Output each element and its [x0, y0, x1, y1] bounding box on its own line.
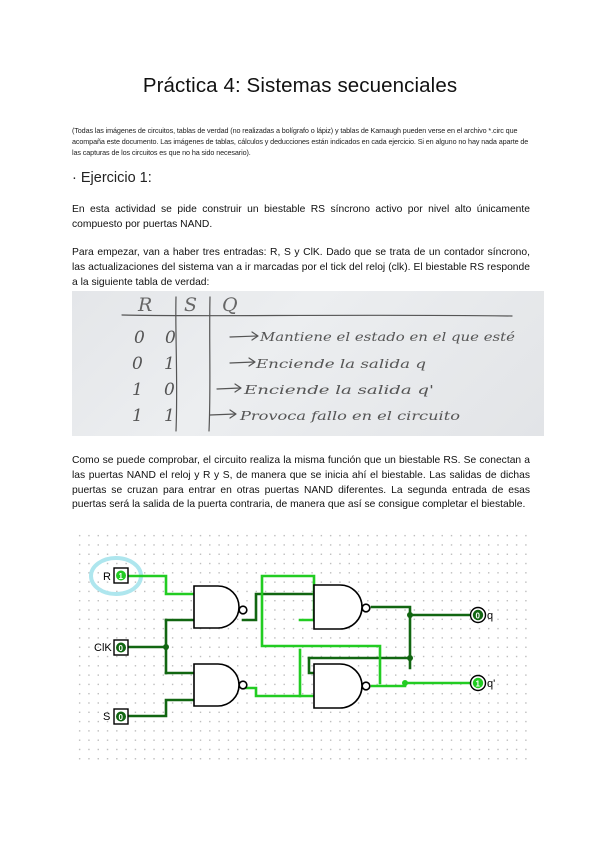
input-label-s: S: [103, 711, 111, 723]
input-pin-s[interactable]: [103, 709, 128, 724]
nand-gate-2[interactable]: [194, 664, 239, 706]
input-value-s: 0: [118, 713, 123, 722]
row-r-value: 1: [132, 406, 143, 426]
row-s-value: 1: [164, 354, 175, 374]
row-description: Provoca fallo en el circuito: [238, 409, 460, 423]
input-value-clk: 0: [118, 644, 123, 653]
input-pin-r[interactable]: [103, 568, 128, 583]
nand-gate-3[interactable]: [314, 585, 362, 629]
row-r-value: 0: [134, 328, 145, 348]
row-r-value: 1: [132, 380, 143, 400]
input-pin-clk[interactable]: [94, 640, 128, 655]
circuit-diagram: [72, 528, 530, 764]
input-label-r: R: [103, 571, 111, 583]
table-header-s: S: [184, 294, 198, 316]
row-s-value: 1: [164, 406, 175, 426]
row-r-value: 0: [132, 354, 143, 374]
row-s-value: 0: [164, 380, 175, 400]
table-header-q: Q: [222, 294, 238, 316]
table-row: [132, 380, 434, 400]
nand-gate-4[interactable]: [314, 664, 362, 708]
input-label-clk: ClK: [94, 642, 112, 654]
row-s-value: 0: [165, 328, 176, 348]
paragraph-intro: En esta actividad se pide construir un biestable RS síncrono activo por nivel alto únicamente compuesto por puertas NAND.: [72, 204, 530, 230]
output-value-q: 0: [475, 611, 480, 621]
handwritten-truth-table-photo: [72, 291, 544, 436]
row-description: Mantiene el estado en el que esté: [258, 330, 515, 344]
page-title: Práctica 4: Sistemas secuenciales: [142, 74, 458, 97]
nand-gate-1[interactable]: [194, 586, 239, 628]
table-header-r: R: [138, 294, 153, 316]
table-row: [132, 406, 460, 426]
output-label-q-prime: q': [487, 678, 496, 690]
output-value-q-prime: 1: [475, 679, 480, 689]
intro-note: (Todas las imágenes de circuitos, tablas de verdad (no realizadas a bolígrafo o lápiz) y tablas de Karnaugh pueden verse en el archivo *.circ que acompaña este documento. Las imágenes de tablas, cálculos y deducciones están indicados en cada ejercicio. Si en alguno no hay nada aparte de las capturas de los circuitos es que no ha sido necesario).: [72, 126, 529, 157]
paragraph-inputs: Para empezar, van a haber tres entradas: R, S y ClK. Dado que se trata de un contador síncrono, las actualizaciones del sistema van a ir marcadas por el tick del reloj (clk). El biestable RS responde a la siguiente tabla de verdad:: [72, 247, 530, 288]
input-value-r: 1: [118, 572, 123, 581]
output-pin-q: [471, 608, 494, 623]
output-pin-q-prime: [471, 676, 496, 691]
paragraph-explanation: Como se puede comprobar, el circuito realiza la misma función que un biestable RS. Se conectan a las puertas NAND el reloj y R y S, de manera que se inicia ahí el biestable. Las salidas de dichas puertas se cruzan para entrar en otras puertas NAND diferentes. La segunda entrada de esas puertas será la salida de la puerta contraria, de manera que así se consigue completar el biestable.: [72, 455, 530, 511]
output-label-q: q: [487, 610, 494, 622]
row-description: Enciende la salida q: [254, 357, 427, 371]
table-row: [134, 328, 515, 348]
row-description: Enciende la salida q': [242, 383, 434, 397]
exercise-heading: · Ejercicio 1:: [72, 170, 152, 186]
